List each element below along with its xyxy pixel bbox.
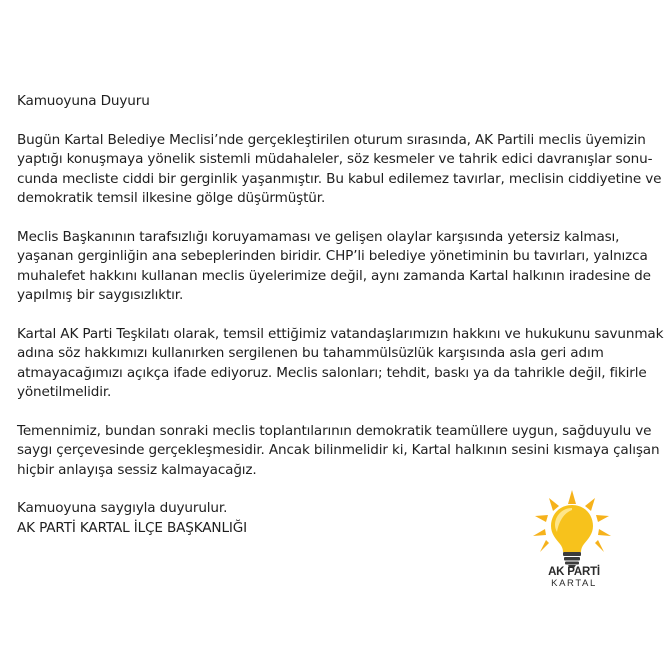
logo-party-name: AK PARTİ <box>548 566 600 578</box>
logo-district: KARTAL <box>551 578 597 589</box>
paragraph-line: yaptığı konuşmaya yönelik sistemli müdahaleler, söz kesmeler ve tahrik edici davranışlar sonu- <box>17 151 653 168</box>
paragraph-line: muhalefet hakkını kullanan meclis üyelerimize değil, aynı zamanda Kartal halkının iradesine de <box>17 267 651 284</box>
lightbulb-icon <box>531 488 613 568</box>
paragraph-line: hiçbir anlayışa sessiz kalmayacağız. <box>17 461 257 478</box>
closing-line: Kamuoyuna saygıyla duyurulur. <box>17 500 228 517</box>
press-statement <box>17 92 664 538</box>
paragraph-line: atmayacağımızı açıkça ifade ediyoruz. Meclis salonları; tehdit, baskı ya da tahrikle değil, fikirle <box>17 364 647 381</box>
paragraph-line: yapılmış bir saygısızlıktır. <box>17 287 184 304</box>
paragraph-line: Kartal AK Parti Teşkilatı olarak, temsil ettiğimiz vatandaşlarımızın hakkını ve hukukunu savunmak <box>17 325 664 342</box>
paragraph-line: Temennimiz, bundan sonraki meclis toplantılarının demokratik teamüllere uygun, sağduyulu ve <box>17 422 652 439</box>
paragraph-1 <box>17 131 662 209</box>
paragraph-3 <box>17 325 664 403</box>
paragraph-line: adına söz hakkımızı kullanırken sergilenen bu tahammülsüzlük karşısında asla geri adım <box>17 345 604 362</box>
paragraph-line: yaşanan gerginliğin ana sebeplerinden biridir. CHP’li belediye yönetiminin bu tavırları, yalnızca <box>17 248 648 265</box>
paragraph-line: saygı çerçevesinde gerçekleşmesidir. Ancak bilinmelidir ki, Kartal halkının sesini kısmaya çalışan <box>17 442 660 459</box>
paragraph-4 <box>17 422 659 480</box>
paragraph-line: demokratik temsil ilkesine gölge düşürmüştür. <box>17 190 326 207</box>
statement-heading: Kamuoyuna Duyuru <box>17 93 150 109</box>
bulb <box>551 505 593 568</box>
paragraph-line: Bugün Kartal Belediye Meclisi’nde gerçekleştirilen oturum sırasında, AK Partili meclis üyemizin <box>17 131 646 148</box>
signature: AK PARTİ KARTAL İLÇE BAŞKANLIĞI <box>17 519 247 536</box>
paragraph-2 <box>17 228 659 306</box>
paragraph-line: yönetilmelidir. <box>17 384 112 401</box>
paragraph-line: Meclis Başkanının tarafsızlığı koruyamaması ve gelişen olaylar karşısında yetersiz kalması, <box>17 228 620 245</box>
paragraph-line: cunda mecliste ciddi bir gerginlik yaşanmıştır. Bu kabul edilemez tavırlar, meclisin ciddiyetine ve <box>17 170 662 187</box>
